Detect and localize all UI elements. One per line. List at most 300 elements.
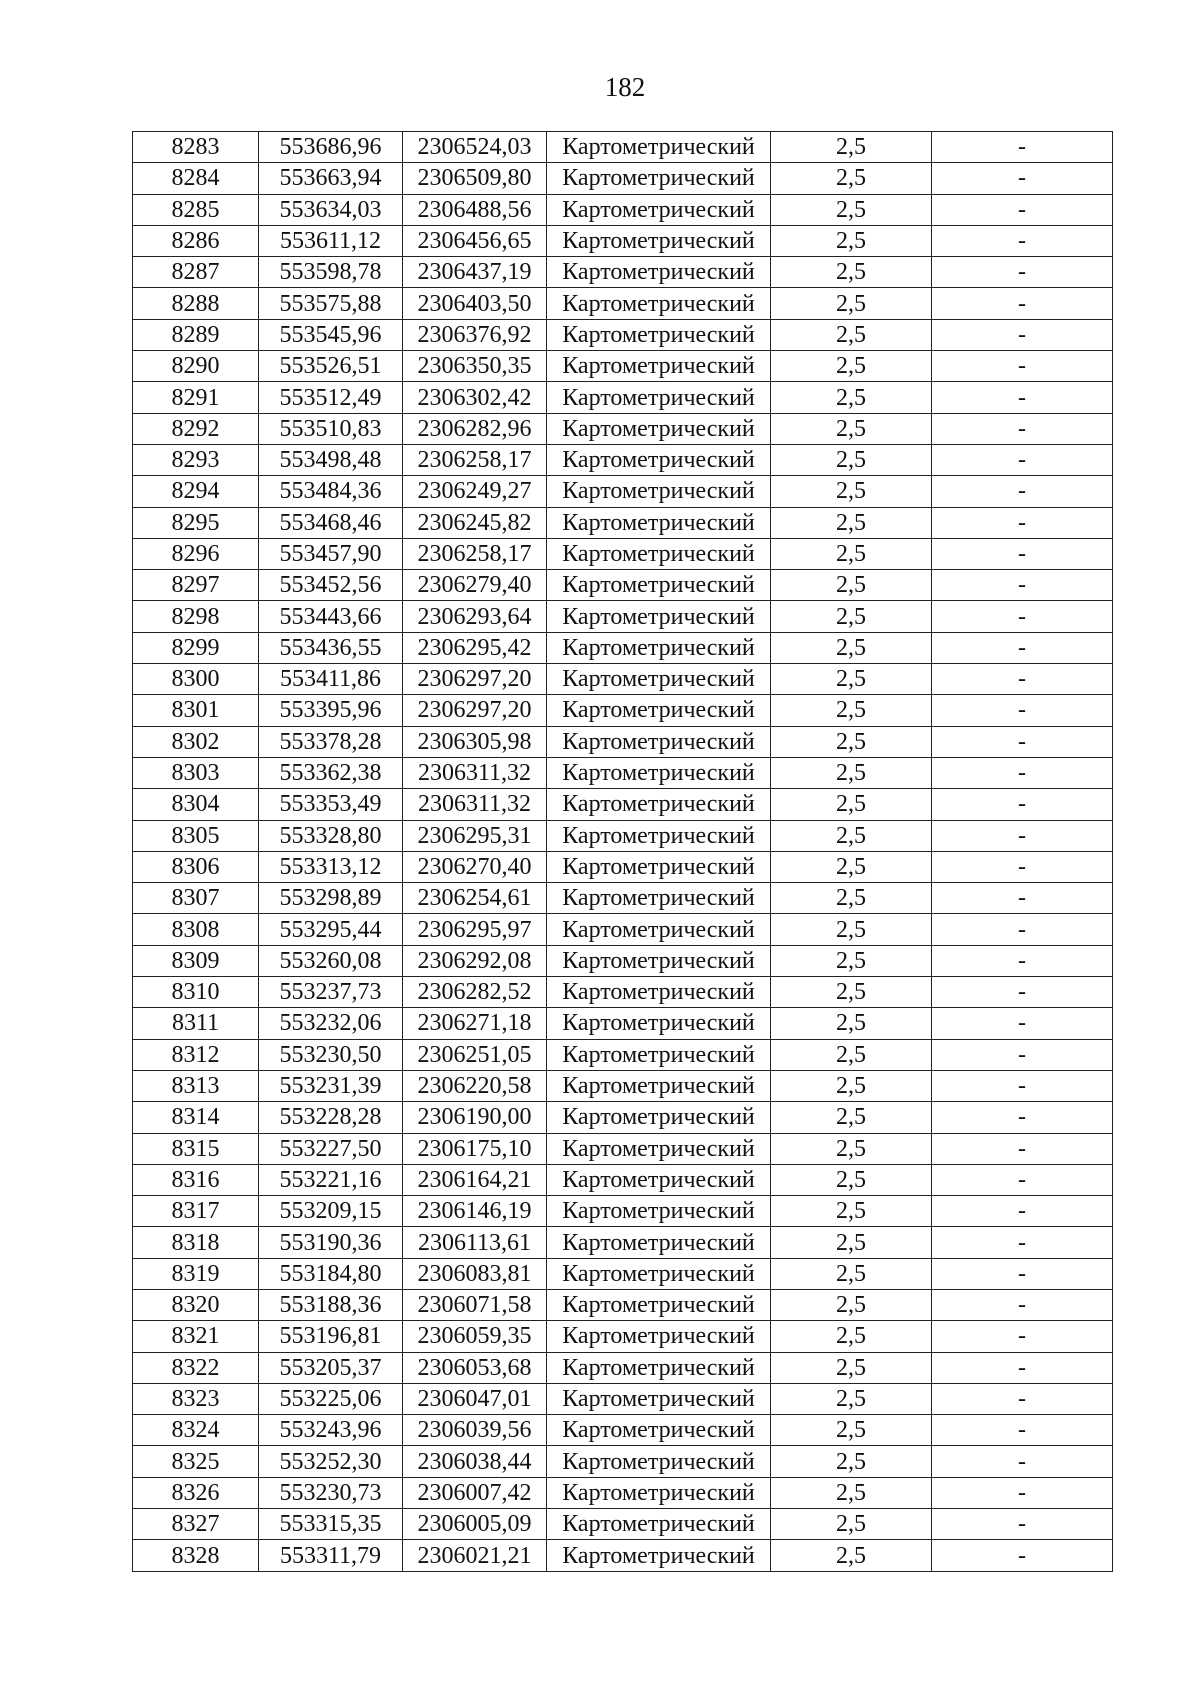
table-row <box>133 820 1113 851</box>
point-number-cell: 8308 <box>133 914 259 945</box>
note-cell: - <box>932 632 1113 663</box>
y-coordinate-cell: 2306271,18 <box>403 1008 547 1039</box>
point-number-cell: 8321 <box>133 1321 259 1352</box>
method-cell: Картометрический <box>547 1008 771 1039</box>
table-row <box>133 444 1113 475</box>
x-coordinate-cell: 553378,28 <box>259 726 403 757</box>
note-cell: - <box>932 601 1113 632</box>
point-number-cell: 8323 <box>133 1383 259 1414</box>
table-row <box>133 1321 1113 1352</box>
method-cell: Картометрический <box>547 1039 771 1070</box>
y-coordinate-cell: 2306146,19 <box>403 1196 547 1227</box>
y-coordinate-cell: 2306437,19 <box>403 257 547 288</box>
table-row <box>133 1446 1113 1477</box>
point-number-cell: 8292 <box>133 413 259 444</box>
table-row <box>133 1164 1113 1195</box>
x-coordinate-cell: 553484,36 <box>259 476 403 507</box>
y-coordinate-cell: 2306279,40 <box>403 570 547 601</box>
x-coordinate-cell: 553243,96 <box>259 1415 403 1446</box>
y-coordinate-cell: 2306282,52 <box>403 977 547 1008</box>
y-coordinate-cell: 2306297,20 <box>403 695 547 726</box>
accuracy-cell: 2,5 <box>771 1289 932 1320</box>
table-row <box>133 351 1113 382</box>
accuracy-cell: 2,5 <box>771 507 932 538</box>
table-row <box>133 757 1113 788</box>
note-cell: - <box>932 1008 1113 1039</box>
table-row <box>133 1070 1113 1101</box>
y-coordinate-cell: 2306113,61 <box>403 1227 547 1258</box>
y-coordinate-cell: 2306059,35 <box>403 1321 547 1352</box>
point-number-cell: 8324 <box>133 1415 259 1446</box>
y-coordinate-cell: 2306282,96 <box>403 413 547 444</box>
note-cell: - <box>932 382 1113 413</box>
method-cell: Картометрический <box>547 1164 771 1195</box>
accuracy-cell: 2,5 <box>771 695 932 726</box>
note-cell: - <box>932 1477 1113 1508</box>
method-cell: Картометрический <box>547 225 771 256</box>
method-cell: Картометрический <box>547 695 771 726</box>
note-cell: - <box>932 1070 1113 1101</box>
method-cell: Картометрический <box>547 1477 771 1508</box>
accuracy-cell: 2,5 <box>771 1352 932 1383</box>
point-number-cell: 8322 <box>133 1352 259 1383</box>
accuracy-cell: 2,5 <box>771 1008 932 1039</box>
x-coordinate-cell: 553510,83 <box>259 413 403 444</box>
table-row <box>133 570 1113 601</box>
point-number-cell: 8305 <box>133 820 259 851</box>
accuracy-cell: 2,5 <box>771 1446 932 1477</box>
table-row <box>133 194 1113 225</box>
point-number-cell: 8296 <box>133 538 259 569</box>
point-number-cell: 8284 <box>133 163 259 194</box>
table-row <box>133 1509 1113 1540</box>
table-row <box>133 1196 1113 1227</box>
note-cell: - <box>932 319 1113 350</box>
accuracy-cell: 2,5 <box>771 977 932 1008</box>
y-coordinate-cell: 2306295,97 <box>403 914 547 945</box>
point-number-cell: 8303 <box>133 757 259 788</box>
method-cell: Картометрический <box>547 194 771 225</box>
y-coordinate-cell: 2306190,00 <box>403 1102 547 1133</box>
note-cell: - <box>932 664 1113 695</box>
point-number-cell: 8313 <box>133 1070 259 1101</box>
y-coordinate-cell: 2306524,03 <box>403 132 547 163</box>
x-coordinate-cell: 553205,37 <box>259 1352 403 1383</box>
accuracy-cell: 2,5 <box>771 1227 932 1258</box>
y-coordinate-cell: 2306007,42 <box>403 1477 547 1508</box>
y-coordinate-cell: 2306251,05 <box>403 1039 547 1070</box>
note-cell: - <box>932 1227 1113 1258</box>
point-number-cell: 8300 <box>133 664 259 695</box>
table-row <box>133 382 1113 413</box>
y-coordinate-cell: 2306509,80 <box>403 163 547 194</box>
accuracy-cell: 2,5 <box>771 664 932 695</box>
accuracy-cell: 2,5 <box>771 1070 932 1101</box>
table-row <box>133 1258 1113 1289</box>
method-cell: Картометрический <box>547 1321 771 1352</box>
table-row <box>133 914 1113 945</box>
table-row <box>133 132 1113 163</box>
x-coordinate-cell: 553196,81 <box>259 1321 403 1352</box>
y-coordinate-cell: 2306305,98 <box>403 726 547 757</box>
note-cell: - <box>932 1415 1113 1446</box>
point-number-cell: 8301 <box>133 695 259 726</box>
note-cell: - <box>932 914 1113 945</box>
point-number-cell: 8302 <box>133 726 259 757</box>
method-cell: Картометрический <box>547 757 771 788</box>
y-coordinate-cell: 2306403,50 <box>403 288 547 319</box>
point-number-cell: 8291 <box>133 382 259 413</box>
note-cell: - <box>932 1509 1113 1540</box>
point-number-cell: 8283 <box>133 132 259 163</box>
method-cell: Картометрический <box>547 945 771 976</box>
note-cell: - <box>932 570 1113 601</box>
x-coordinate-cell: 553436,55 <box>259 632 403 663</box>
y-coordinate-cell: 2306047,01 <box>403 1383 547 1414</box>
accuracy-cell: 2,5 <box>771 945 932 976</box>
x-coordinate-cell: 553328,80 <box>259 820 403 851</box>
x-coordinate-cell: 553298,89 <box>259 883 403 914</box>
x-coordinate-cell: 553575,88 <box>259 288 403 319</box>
y-coordinate-cell: 2306258,17 <box>403 444 547 475</box>
method-cell: Картометрический <box>547 288 771 319</box>
x-coordinate-cell: 553190,36 <box>259 1227 403 1258</box>
note-cell: - <box>932 1321 1113 1352</box>
y-coordinate-cell: 2306071,58 <box>403 1289 547 1320</box>
method-cell: Картометрический <box>547 132 771 163</box>
method-cell: Картометрический <box>547 1133 771 1164</box>
note-cell: - <box>932 1352 1113 1383</box>
accuracy-cell: 2,5 <box>771 757 932 788</box>
note-cell: - <box>932 1133 1113 1164</box>
table-row <box>133 726 1113 757</box>
y-coordinate-cell: 2306038,44 <box>403 1446 547 1477</box>
accuracy-cell: 2,5 <box>771 570 932 601</box>
x-coordinate-cell: 553663,94 <box>259 163 403 194</box>
method-cell: Картометрический <box>547 883 771 914</box>
accuracy-cell: 2,5 <box>771 820 932 851</box>
method-cell: Картометрический <box>547 1446 771 1477</box>
point-number-cell: 8293 <box>133 444 259 475</box>
method-cell: Картометрический <box>547 382 771 413</box>
accuracy-cell: 2,5 <box>771 225 932 256</box>
table-row <box>133 1102 1113 1133</box>
y-coordinate-cell: 2306005,09 <box>403 1509 547 1540</box>
x-coordinate-cell: 553395,96 <box>259 695 403 726</box>
table-row <box>133 476 1113 507</box>
method-cell: Картометрический <box>547 351 771 382</box>
x-coordinate-cell: 553230,50 <box>259 1039 403 1070</box>
method-cell: Картометрический <box>547 1352 771 1383</box>
method-cell: Картометрический <box>547 413 771 444</box>
point-number-cell: 8325 <box>133 1446 259 1477</box>
point-number-cell: 8314 <box>133 1102 259 1133</box>
note-cell: - <box>932 1196 1113 1227</box>
method-cell: Картометрический <box>547 1258 771 1289</box>
table-row <box>133 632 1113 663</box>
note-cell: - <box>932 851 1113 882</box>
note-cell: - <box>932 538 1113 569</box>
x-coordinate-cell: 553188,36 <box>259 1289 403 1320</box>
table-row <box>133 163 1113 194</box>
y-coordinate-cell: 2306175,10 <box>403 1133 547 1164</box>
x-coordinate-cell: 553526,51 <box>259 351 403 382</box>
point-number-cell: 8315 <box>133 1133 259 1164</box>
x-coordinate-cell: 553452,56 <box>259 570 403 601</box>
x-coordinate-cell: 553232,06 <box>259 1008 403 1039</box>
note-cell: - <box>932 257 1113 288</box>
table-row <box>133 225 1113 256</box>
x-coordinate-cell: 553311,79 <box>259 1540 403 1571</box>
x-coordinate-cell: 553230,73 <box>259 1477 403 1508</box>
note-cell: - <box>932 1164 1113 1195</box>
method-cell: Картометрический <box>547 1415 771 1446</box>
x-coordinate-cell: 553315,35 <box>259 1509 403 1540</box>
point-number-cell: 8304 <box>133 789 259 820</box>
accuracy-cell: 2,5 <box>771 1383 932 1414</box>
method-cell: Картометрический <box>547 1289 771 1320</box>
x-coordinate-cell: 553443,66 <box>259 601 403 632</box>
accuracy-cell: 2,5 <box>771 132 932 163</box>
table-row <box>133 257 1113 288</box>
x-coordinate-cell: 553686,96 <box>259 132 403 163</box>
method-cell: Картометрический <box>547 632 771 663</box>
method-cell: Картометрический <box>547 820 771 851</box>
note-cell: - <box>932 351 1113 382</box>
y-coordinate-cell: 2306293,64 <box>403 601 547 632</box>
table-row <box>133 977 1113 1008</box>
note-cell: - <box>932 476 1113 507</box>
x-coordinate-cell: 553252,30 <box>259 1446 403 1477</box>
method-cell: Картометрический <box>547 601 771 632</box>
point-number-cell: 8288 <box>133 288 259 319</box>
accuracy-cell: 2,5 <box>771 351 932 382</box>
point-number-cell: 8327 <box>133 1509 259 1540</box>
point-number-cell: 8285 <box>133 194 259 225</box>
note-cell: - <box>932 288 1113 319</box>
accuracy-cell: 2,5 <box>771 1133 932 1164</box>
accuracy-cell: 2,5 <box>771 601 932 632</box>
method-cell: Картометрический <box>547 789 771 820</box>
note-cell: - <box>932 163 1113 194</box>
table-row <box>133 1540 1113 1571</box>
point-number-cell: 8307 <box>133 883 259 914</box>
note-cell: - <box>932 883 1113 914</box>
note-cell: - <box>932 1102 1113 1133</box>
x-coordinate-cell: 553225,06 <box>259 1383 403 1414</box>
note-cell: - <box>932 757 1113 788</box>
table-row <box>133 851 1113 882</box>
note-cell: - <box>932 1039 1113 1070</box>
note-cell: - <box>932 695 1113 726</box>
table-row <box>133 883 1113 914</box>
note-cell: - <box>932 977 1113 1008</box>
point-number-cell: 8328 <box>133 1540 259 1571</box>
method-cell: Картометрический <box>547 1070 771 1101</box>
accuracy-cell: 2,5 <box>771 163 932 194</box>
accuracy-cell: 2,5 <box>771 476 932 507</box>
y-coordinate-cell: 2306297,20 <box>403 664 547 695</box>
note-cell: - <box>932 1258 1113 1289</box>
point-number-cell: 8316 <box>133 1164 259 1195</box>
accuracy-cell: 2,5 <box>771 1477 932 1508</box>
table-row <box>133 1227 1113 1258</box>
x-coordinate-cell: 553634,03 <box>259 194 403 225</box>
accuracy-cell: 2,5 <box>771 382 932 413</box>
point-number-cell: 8297 <box>133 570 259 601</box>
accuracy-cell: 2,5 <box>771 257 932 288</box>
table-row <box>133 1289 1113 1320</box>
accuracy-cell: 2,5 <box>771 288 932 319</box>
table-row <box>133 601 1113 632</box>
x-coordinate-cell: 553353,49 <box>259 789 403 820</box>
method-cell: Картометрический <box>547 476 771 507</box>
y-coordinate-cell: 2306295,31 <box>403 820 547 851</box>
x-coordinate-cell: 553295,44 <box>259 914 403 945</box>
table-row <box>133 945 1113 976</box>
note-cell: - <box>932 225 1113 256</box>
y-coordinate-cell: 2306039,56 <box>403 1415 547 1446</box>
method-cell: Картометрический <box>547 444 771 475</box>
point-number-cell: 8312 <box>133 1039 259 1070</box>
y-coordinate-cell: 2306220,58 <box>403 1070 547 1101</box>
x-coordinate-cell: 553457,90 <box>259 538 403 569</box>
x-coordinate-cell: 553313,12 <box>259 851 403 882</box>
point-number-cell: 8319 <box>133 1258 259 1289</box>
accuracy-cell: 2,5 <box>771 632 932 663</box>
accuracy-cell: 2,5 <box>771 789 932 820</box>
table-row <box>133 1133 1113 1164</box>
x-coordinate-cell: 553260,08 <box>259 945 403 976</box>
x-coordinate-cell: 553498,48 <box>259 444 403 475</box>
accuracy-cell: 2,5 <box>771 1509 932 1540</box>
y-coordinate-cell: 2306164,21 <box>403 1164 547 1195</box>
x-coordinate-cell: 553545,96 <box>259 319 403 350</box>
table-row <box>133 1039 1113 1070</box>
note-cell: - <box>932 507 1113 538</box>
y-coordinate-cell: 2306249,27 <box>403 476 547 507</box>
accuracy-cell: 2,5 <box>771 194 932 225</box>
coordinates-table-body <box>133 132 1113 1572</box>
point-number-cell: 8317 <box>133 1196 259 1227</box>
table-row <box>133 1008 1113 1039</box>
point-number-cell: 8311 <box>133 1008 259 1039</box>
method-cell: Картометрический <box>547 1227 771 1258</box>
table-row <box>133 664 1113 695</box>
point-number-cell: 8306 <box>133 851 259 882</box>
method-cell: Картометрический <box>547 1383 771 1414</box>
x-coordinate-cell: 553611,12 <box>259 225 403 256</box>
x-coordinate-cell: 553209,15 <box>259 1196 403 1227</box>
table-row <box>133 319 1113 350</box>
point-number-cell: 8310 <box>133 977 259 1008</box>
point-number-cell: 8309 <box>133 945 259 976</box>
x-coordinate-cell: 553221,16 <box>259 1164 403 1195</box>
note-cell: - <box>932 194 1113 225</box>
table-row <box>133 695 1113 726</box>
accuracy-cell: 2,5 <box>771 851 932 882</box>
method-cell: Картометрический <box>547 914 771 945</box>
method-cell: Картометрический <box>547 726 771 757</box>
point-number-cell: 8287 <box>133 257 259 288</box>
method-cell: Картометрический <box>547 1509 771 1540</box>
coordinates-table <box>132 131 1113 1572</box>
y-coordinate-cell: 2306350,35 <box>403 351 547 382</box>
y-coordinate-cell: 2306311,32 <box>403 757 547 788</box>
point-number-cell: 8295 <box>133 507 259 538</box>
method-cell: Картометрический <box>547 507 771 538</box>
y-coordinate-cell: 2306083,81 <box>403 1258 547 1289</box>
method-cell: Картометрический <box>547 1102 771 1133</box>
y-coordinate-cell: 2306295,42 <box>403 632 547 663</box>
y-coordinate-cell: 2306456,65 <box>403 225 547 256</box>
accuracy-cell: 2,5 <box>771 444 932 475</box>
x-coordinate-cell: 553362,38 <box>259 757 403 788</box>
method-cell: Картометрический <box>547 538 771 569</box>
method-cell: Картометрический <box>547 163 771 194</box>
x-coordinate-cell: 553184,80 <box>259 1258 403 1289</box>
accuracy-cell: 2,5 <box>771 914 932 945</box>
note-cell: - <box>932 444 1113 475</box>
table-row <box>133 413 1113 444</box>
x-coordinate-cell: 553237,73 <box>259 977 403 1008</box>
note-cell: - <box>932 820 1113 851</box>
x-coordinate-cell: 553231,39 <box>259 1070 403 1101</box>
accuracy-cell: 2,5 <box>771 1258 932 1289</box>
y-coordinate-cell: 2306488,56 <box>403 194 547 225</box>
point-number-cell: 8294 <box>133 476 259 507</box>
table-row <box>133 507 1113 538</box>
y-coordinate-cell: 2306376,92 <box>403 319 547 350</box>
accuracy-cell: 2,5 <box>771 1415 932 1446</box>
accuracy-cell: 2,5 <box>771 413 932 444</box>
accuracy-cell: 2,5 <box>771 1102 932 1133</box>
page-number: 182 <box>604 72 646 102</box>
point-number-cell: 8326 <box>133 1477 259 1508</box>
note-cell: - <box>932 1289 1113 1320</box>
note-cell: - <box>932 413 1113 444</box>
method-cell: Картометрический <box>547 1196 771 1227</box>
y-coordinate-cell: 2306053,68 <box>403 1352 547 1383</box>
point-number-cell: 8286 <box>133 225 259 256</box>
y-coordinate-cell: 2306254,61 <box>403 883 547 914</box>
method-cell: Картометрический <box>547 977 771 1008</box>
method-cell: Картометрический <box>547 319 771 350</box>
table-row <box>133 1383 1113 1414</box>
accuracy-cell: 2,5 <box>771 726 932 757</box>
note-cell: - <box>932 132 1113 163</box>
x-coordinate-cell: 553468,46 <box>259 507 403 538</box>
table-row <box>133 1477 1113 1508</box>
table-row <box>133 538 1113 569</box>
note-cell: - <box>932 1383 1113 1414</box>
point-number-cell: 8299 <box>133 632 259 663</box>
note-cell: - <box>932 1446 1113 1477</box>
accuracy-cell: 2,5 <box>771 1321 932 1352</box>
y-coordinate-cell: 2306021,21 <box>403 1540 547 1571</box>
accuracy-cell: 2,5 <box>771 1540 932 1571</box>
table-row <box>133 1352 1113 1383</box>
y-coordinate-cell: 2306245,82 <box>403 507 547 538</box>
point-number-cell: 8320 <box>133 1289 259 1320</box>
x-coordinate-cell: 553598,78 <box>259 257 403 288</box>
x-coordinate-cell: 553411,86 <box>259 664 403 695</box>
y-coordinate-cell: 2306258,17 <box>403 538 547 569</box>
note-cell: - <box>932 726 1113 757</box>
y-coordinate-cell: 2306311,32 <box>403 789 547 820</box>
table-row <box>133 288 1113 319</box>
y-coordinate-cell: 2306302,42 <box>403 382 547 413</box>
